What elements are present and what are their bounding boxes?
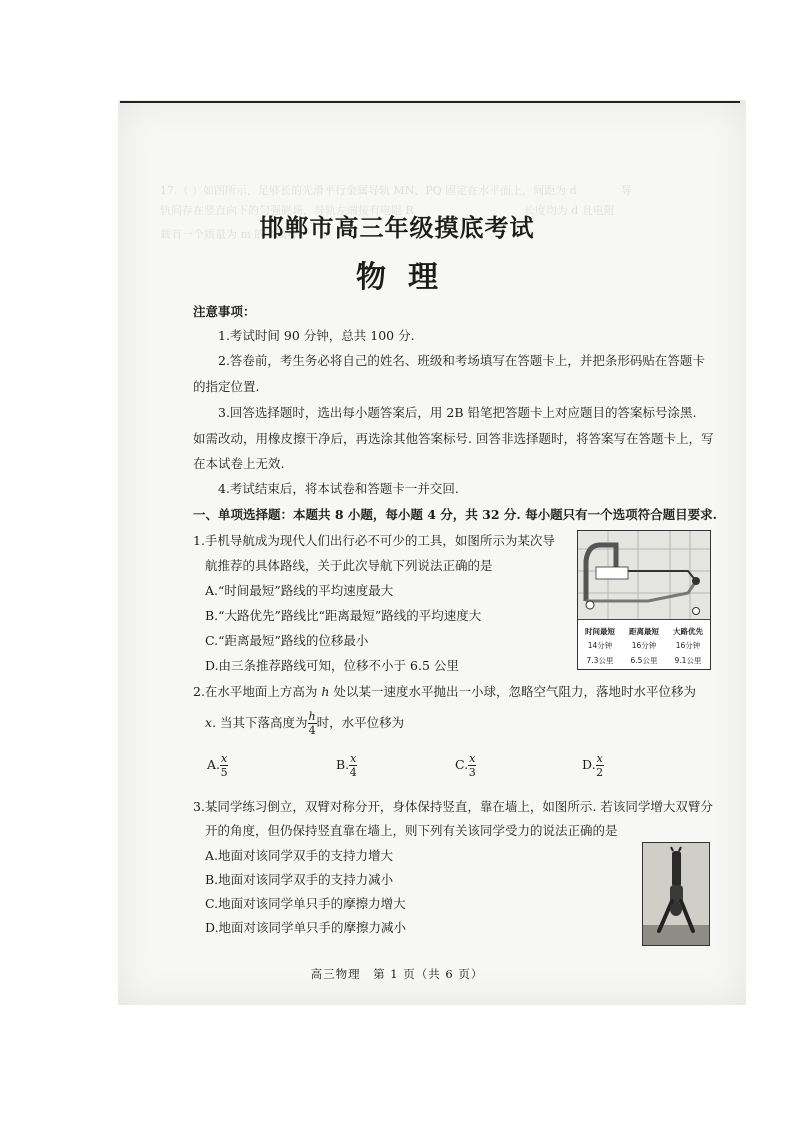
section-heading: 一、单项选择题：本题共 8 小题，每小题 4 分，共 32 分. 每小题只有一个选项符合题目要求. — [193, 507, 717, 522]
q1-option-a: A.“时间最短”路线的平均速度最大 — [205, 583, 394, 598]
subject-title: 物理 — [356, 260, 460, 295]
route-header: 时间最短 — [585, 627, 615, 636]
fraction: $\frac{x}{5}$ — [220, 752, 228, 779]
fraction: $\frac{x}{3}$ — [468, 752, 476, 779]
q2-var-x: x — [205, 715, 213, 730]
map-drawing — [578, 531, 710, 621]
page-footer: 高三物理 第 1 页（共 6 页） — [310, 967, 484, 981]
q3-option-d: D.地面对该同学单只手的摩擦力减小 — [205, 920, 407, 935]
q2-stem-line1 — [193, 686, 696, 699]
route-distance: 6.5公里 — [630, 656, 658, 665]
fraction: $\frac{x}{4}$ — [349, 752, 357, 779]
route-table — [578, 619, 710, 670]
notice-item-2: 2.答卷前，考生务必将自己的姓名、班级和考场填写在答题卡上，并把条形码贴在答题卡 — [218, 353, 705, 368]
q3-option-a: A.地面对该同学双手的支持力增大 — [205, 848, 394, 863]
q1-option-c: C.“距离最短”路线的位移最小 — [205, 633, 369, 648]
notice-item-1: 1.考试时间 90 分钟，总共 100 分. — [218, 328, 415, 343]
q1-stem-line2: 航推荐的具体路线，关于此次导航下列说法正确的是 — [205, 558, 493, 573]
q1-stem-line1: 1.手机导航成为现代人们出行必不可少的工具，如图所示为某次导 — [193, 533, 555, 548]
notice-item-4: 4.考试结束后，将本试卷和答题卡一并交回. — [218, 481, 459, 496]
route-header: 距离最短 — [629, 627, 659, 636]
handstand-figure-drawing — [643, 843, 709, 945]
q2-option-a: A. $\frac{x}{5}$ — [207, 752, 228, 779]
q2-var-h: h — [321, 684, 330, 699]
top-rule — [120, 101, 740, 103]
q2-stem-line2 — [205, 708, 404, 738]
q3-stem-line1: 3.某同学练习倒立，双臂对称分开，身体保持竖直，靠在墙上，如图所示. 若该同学增大双臂分 — [193, 799, 713, 814]
route-time: 16分钟 — [631, 641, 657, 650]
route-header: 大路优先 — [673, 627, 703, 636]
q3-option-b: B.地面对该同学双手的支持力减小 — [205, 872, 394, 887]
fraction-h-over-4: $\frac{h}{4}$ — [308, 710, 316, 737]
bleed-through-text: 17.（ ）如图所示，足够长的光滑平行金属导轨 MN、PQ 固定在水平面上，间距为 d 导 — [160, 184, 632, 197]
handstand-photo — [642, 842, 710, 946]
navigation-map-figure — [577, 530, 711, 670]
route-time: 14分钟 — [587, 641, 613, 650]
notice-item-3-cont2: 在本试卷上无效. — [193, 456, 285, 471]
route-distance: 7.3公里 — [586, 656, 614, 665]
fraction: $\frac{x}{2}$ — [596, 752, 604, 779]
q2-option-d: D. $\frac{x}{2}$ — [582, 752, 604, 779]
q2-text: 处以某一速度水平抛出一小球，忽略空气阻力，落地时水平位移为 — [329, 684, 696, 699]
q2-text: 2.在水平地面上方高为 — [193, 684, 322, 699]
notice-item-2-cont: 的指定位置. — [193, 379, 260, 394]
route-time: 16分钟 — [675, 641, 701, 650]
q1-option-d: D.由三条推荐路线可知，位移不小于 6.5 公里 — [205, 658, 459, 673]
q2-text: . 当其下落高度为 — [212, 715, 308, 730]
notice-item-3: 3.回答选择题时，选出每小题答案后，用 2B 铅笔把答题卡上对应题目的答案标号涂黑. — [218, 405, 697, 420]
notice-item-3-cont: 如需改动，用橡皮擦干净后，再选涂其他答案标号. 回答非选择题时，将答案写在答题卡上，写 — [193, 431, 714, 446]
q3-stem-line2: 开的角度，但仍保持竖直靠在墙上，则下列有关该同学受力的说法正确的是 — [205, 823, 618, 838]
q2-text: 时，水平位移为 — [316, 715, 405, 730]
q1-option-b: B.“大路优先”路线比“距离最短”路线的平均速度大 — [205, 608, 482, 623]
route-distance: 9.1公里 — [674, 656, 702, 665]
q2-option-c: C. $\frac{x}{3}$ — [455, 752, 476, 779]
bleed-through-text: 轨间存在竖直向下的匀强磁场，导轨左端接有电阻 R 长度均为 d 且电阻 — [160, 204, 615, 217]
bleed-through-text: 载有一个质量为 m 的金属棒 — [160, 228, 299, 241]
q3-option-c: C.地面对该同学单只手的摩擦力增大 — [205, 896, 406, 911]
q2-option-b: B. $\frac{x}{4}$ — [336, 752, 357, 779]
exam-title: 邯郸市高三年级摸底考试 — [259, 213, 535, 242]
notice-heading: 注意事项： — [193, 304, 256, 319]
